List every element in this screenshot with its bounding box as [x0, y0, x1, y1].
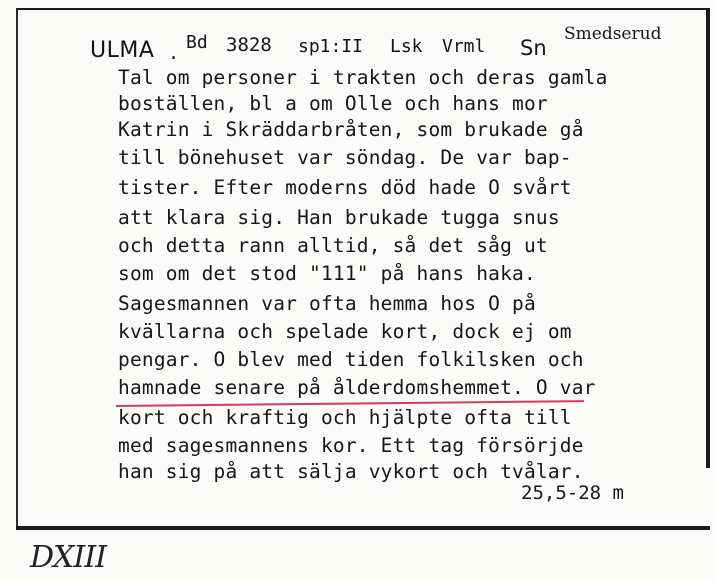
- body-line: Tal om personer i trakten och deras gamla: [118, 66, 608, 89]
- landskap-value: Vrml: [442, 36, 486, 57]
- body-line: Sagesmannen var ofta hemma hos O på: [118, 292, 536, 315]
- card-right-edge: [706, 8, 710, 468]
- sp-label: sp1:II: [298, 36, 364, 57]
- body-line: kvällarna och spelade kort, dock ej om: [118, 320, 572, 343]
- body-line: hamnade senare på ålderdomshemmet. O var: [118, 376, 596, 399]
- body-line: och detta rann alltid, så det såg ut: [118, 234, 548, 257]
- card-bottom-edge: [16, 526, 710, 530]
- bd-label: Bd: [186, 32, 208, 53]
- body-line: Katrin i Skräddarbråten, som brukade gå: [118, 118, 584, 141]
- card-left-edge: [16, 8, 18, 528]
- body-line: med sagesmannens kor. Ett tag försörjde: [118, 434, 584, 457]
- body-line: att klara sig. Han brukade tugga snus: [118, 206, 560, 229]
- landskap-label: Lsk: [390, 36, 423, 57]
- body-line: kort och kraftig och hjälpte ofta till: [118, 406, 572, 429]
- socken-value: Smedserud: [564, 24, 662, 44]
- volume-number: 3828: [226, 34, 272, 56]
- archive-label: ULMA: [90, 38, 155, 63]
- body-line: tister. Efter moderns död hade O svårt: [118, 176, 572, 199]
- socken-label: Sn: [520, 36, 547, 60]
- duration-label: 25,5-28 m: [521, 482, 624, 504]
- handwritten-stamp: DXIII: [30, 540, 106, 575]
- body-line: han sig på att sälja vykort och tvålar.: [118, 460, 584, 483]
- card-top-edge: [18, 8, 708, 10]
- body-line: pengar. O blev med tiden folkilsken och: [118, 348, 584, 371]
- archive-dot: .: [170, 40, 177, 65]
- body-line: boställen, bl a om Olle och hans mor: [118, 92, 548, 115]
- card-header: [90, 26, 690, 66]
- body-line: som om det stod "111" på hans haka.: [118, 262, 536, 285]
- body-line: till bönehuset var söndag. De var bap-: [118, 146, 572, 169]
